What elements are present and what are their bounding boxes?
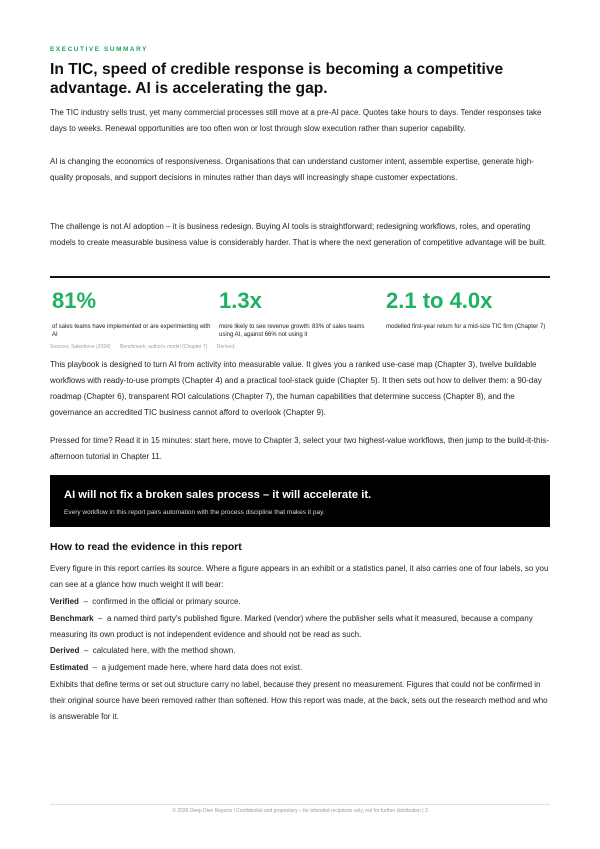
evidence-label-derived <box>50 643 550 659</box>
stat-panel-1 <box>52 287 212 339</box>
body-paragraph-1: This playbook is designed to turn AI from activity into measurable value. It gives you a ranked use-case map (Chapter 3), twelve buildable workflows with ready-to-use prompts (Chapter 4) and a practical tool-stack guide (Chapter 5). It then sets out how to deliver them: a 90-day roadmap (Chapter 6), transparent ROI calculations (Chapter 7), the human capabilities that determine success (Chapter 8), and the governance an accredited TIC business cannot afford to overlook (Chapter 9). <box>50 360 542 417</box>
label-dash: – <box>83 597 88 606</box>
source-note: Benchmark; author's model (Chapter 7) <box>119 344 208 350</box>
section-eyebrow: EXECUTIVE SUMMARY <box>50 46 148 53</box>
evidence-label-benchmark <box>50 611 550 643</box>
label-term: Estimated <box>50 663 89 672</box>
stats-sources <box>50 344 243 350</box>
page-footer: © 2026 Deep Dive Reports | Confidential and proprietary – for intended recipients only, not for further distribution | 3 <box>172 808 428 814</box>
label-text: a named third party's published figure. Marked (vendor) where the publisher sells what it measured, because a company measuring its own product is not independent evidence and should not be read as such. <box>50 614 533 639</box>
stat-label: modelled first-year return for a mid-size TIC firm (Chapter 7) <box>386 324 546 330</box>
stat-label: more likely to see revenue growth: 83% of sales teams using AI, against 66% not using it <box>219 324 365 339</box>
callout-box <box>50 475 550 527</box>
intro-paragraph-3: The challenge is not AI adoption – it is business redesign. Buying AI tools is straightforward; redesigning workflows, roles, and operating models to create measurable business value is considerably harder. That is where the next generation of competitive advantage will be built. <box>50 222 547 247</box>
label-term: Verified <box>50 597 79 606</box>
evidence-label-verified <box>50 594 550 610</box>
label-text: calculated here, with the method shown. <box>92 646 236 655</box>
stats-divider <box>50 276 550 278</box>
stat-label: of sales teams have implemented or are experimenting with AI <box>52 324 211 339</box>
label-dash: – <box>83 646 89 655</box>
evidence-label-estimated <box>50 660 550 676</box>
intro-paragraph-1: The TIC industry sells trust, yet many commercial processes still move at a pre-AI pace. Quotes take hours to days. Tender responses take days to weeks. Renewal opportunities are too often won or lost through slow execution rather than superior capability. <box>50 108 542 133</box>
stat-panel-2 <box>219 287 379 339</box>
evidence-heading: How to read the evidence in this report <box>50 542 242 553</box>
stat-value: 81% <box>52 288 97 313</box>
page-title: In TIC, speed of credible response is becoming a competitive advantage. AI is accelerating the gap. <box>50 61 504 97</box>
body-paragraph-2: Pressed for time? Read it in 15 minutes: start here, move to Chapter 3, select your two highest-value workflows, then jump to the build-it-this-afternoon tutorial in Chapter 11. <box>50 436 549 461</box>
label-dash: – <box>98 614 103 623</box>
evidence-closing: Exhibits that define terms or set out structure carry no label, because they present no measurement. Figures that could not be confirmed in their original source have been removed rather than softened. How this report was made, at the back, sets out the research method and who is answerable for it. <box>50 680 548 721</box>
label-text: a judgement made here, where hard data does not exist. <box>101 663 303 672</box>
source-note: Sources: Salesforce (2024) <box>50 344 111 350</box>
footer-divider <box>50 804 550 805</box>
stat-value: 2.1 to 4.0x <box>386 288 493 313</box>
intro-paragraph-2: AI is changing the economics of responsiveness. Organisations that can understand customer intent, assemble expertise, generate high-quality proposals, and support decisions in minutes rather than days will increasingly shape customer expectations. <box>50 157 534 182</box>
callout-subline: Every workflow in this report pairs automation with the process discipline that makes it pay. <box>64 509 325 516</box>
label-term: Derived <box>50 646 80 655</box>
label-term: Benchmark <box>50 614 94 623</box>
label-dash: – <box>92 663 98 672</box>
evidence-intro: Every figure in this report carries its source. Where a figure appears in an exhibit or a statistics panel, it also carries one of four labels, so you can see at a glance how much weight it will bear: <box>50 564 549 589</box>
stat-value: 1.3x <box>219 288 262 313</box>
source-note: Derived. <box>216 344 236 350</box>
stat-panel-3 <box>386 287 546 331</box>
label-text: confirmed in the official or primary source. <box>92 597 241 606</box>
callout-headline: AI will not fix a broken sales process – it will accelerate it. <box>64 489 372 501</box>
